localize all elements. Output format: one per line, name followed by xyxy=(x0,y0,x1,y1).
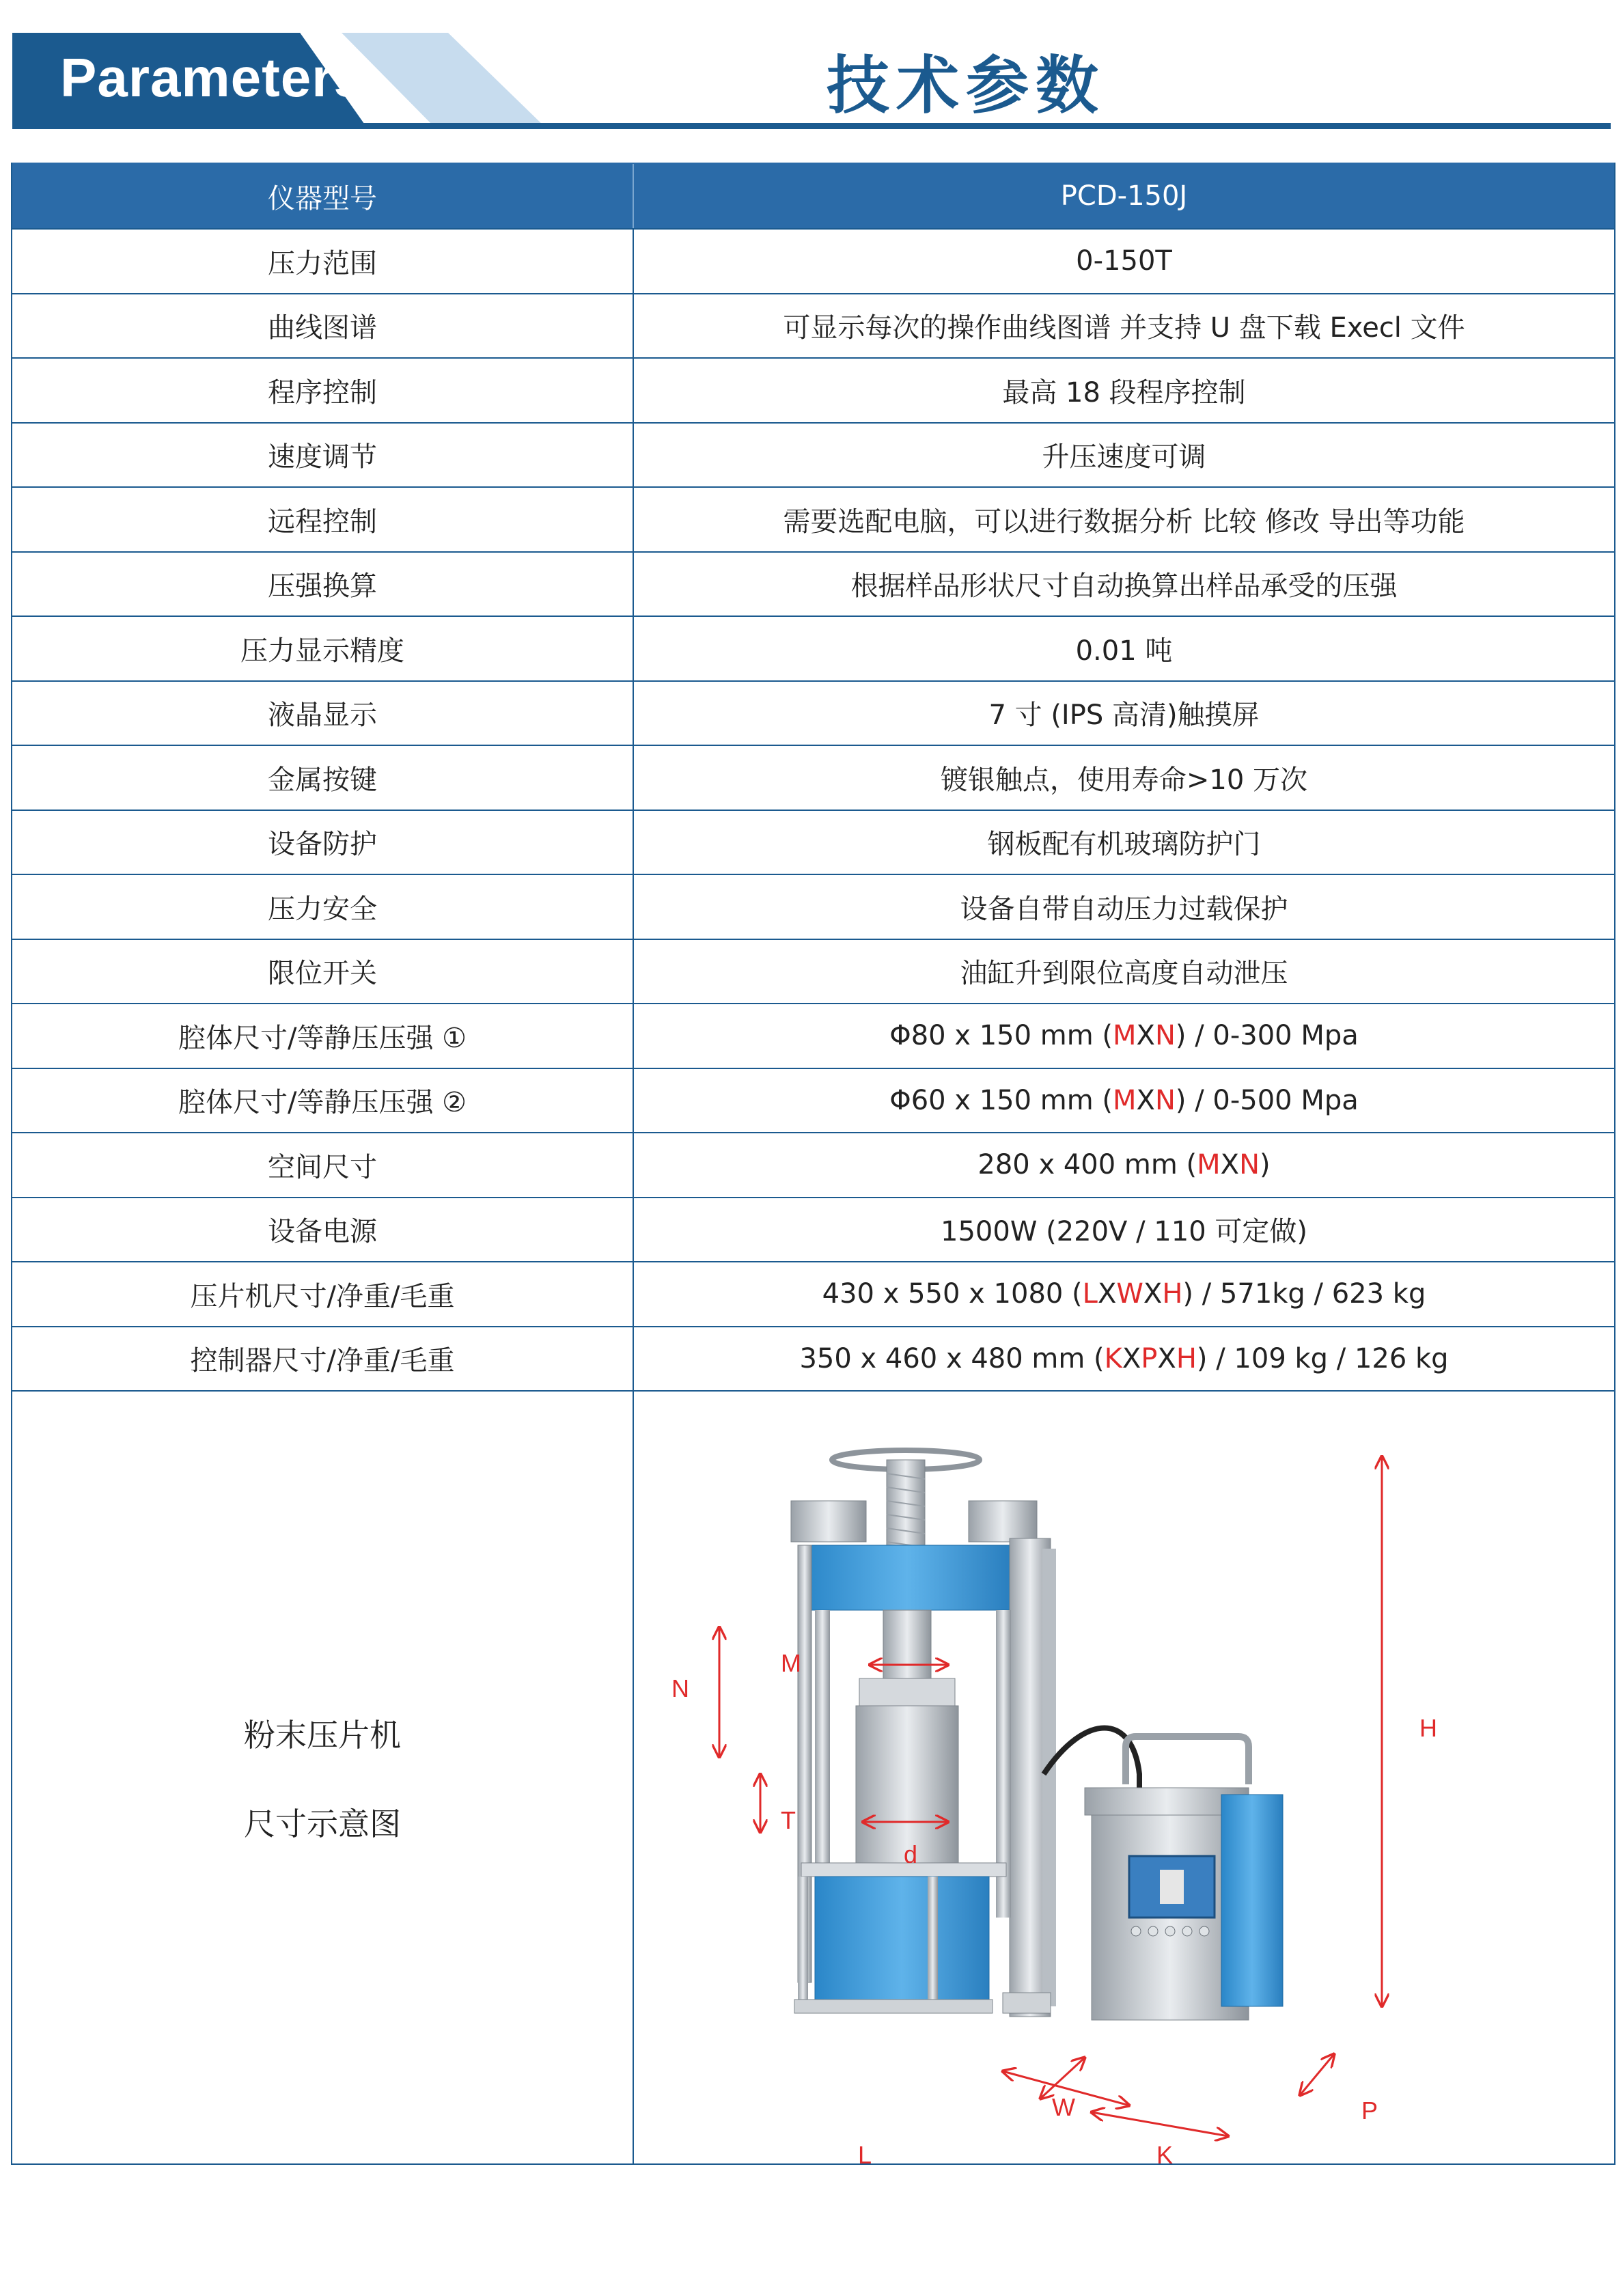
label-K: K xyxy=(1156,2141,1174,2163)
row-label: 腔体尺寸/等静压压强 ① xyxy=(12,1004,634,1068)
row-value: 可显示每次的操作曲线图谱 并支持 U 盘下载 Execl 文件 xyxy=(783,312,1465,344)
row-value: 钢板配有机玻璃防护门 xyxy=(987,829,1261,861)
table-row xyxy=(12,810,1614,874)
controller-unit xyxy=(1085,1737,1283,2020)
table-row xyxy=(12,939,1614,1004)
row-label: 空间尺寸 xyxy=(12,1133,634,1197)
parameters-table xyxy=(11,163,1615,2165)
row-value: Φ60 x 150 mm ( M X N ) / 0-500 Mpa xyxy=(889,1084,1359,1116)
page-header xyxy=(0,0,1623,133)
label-W: W xyxy=(1052,2093,1075,2121)
row-label: 压力安全 xyxy=(12,875,634,939)
press-dimension-diagram xyxy=(634,1392,1613,2163)
table-row-power xyxy=(12,1197,1614,1262)
table-row-diagram xyxy=(12,1390,1614,2163)
arrow-K xyxy=(1092,2112,1228,2136)
row-value: 油缸升到限位高度自动泄压 xyxy=(960,958,1288,990)
row-label: 设备防护 xyxy=(12,811,634,874)
table-header-label: 仪器型号 xyxy=(12,164,634,228)
row-value: 升压速度可调 xyxy=(1042,441,1206,473)
row-label: 压力显示精度 xyxy=(12,617,634,680)
diagram-cell xyxy=(634,1392,1614,2163)
row-label: 压片机尺寸/净重/毛重 xyxy=(12,1262,634,1326)
table-row-cavity-1 xyxy=(12,1003,1614,1068)
row-value: 设备自带自动压力过载保护 xyxy=(960,893,1288,925)
row-value: 镀银触点，使用寿命>10 万次 xyxy=(940,764,1308,796)
row-label: 压强换算 xyxy=(12,553,634,616)
row-value: 根据样品形状尺寸自动换算出样品承受的压强 xyxy=(850,570,1398,603)
header-banner-light xyxy=(342,33,546,128)
label-d: d xyxy=(904,1840,918,1868)
row-value: 1500W (220V / 110 可定做) xyxy=(941,1216,1307,1248)
table-row xyxy=(12,680,1614,745)
table-header-value: PCD-150J xyxy=(1060,180,1188,212)
header-title-cn: 技术参数 xyxy=(827,49,1106,122)
row-value: 7 寸 (IPS 高清)触摸屏 xyxy=(988,700,1260,732)
row-label: 控制器尺寸/净重/毛重 xyxy=(12,1327,634,1391)
header-rule xyxy=(12,123,1611,129)
row-label: 金属按键 xyxy=(12,746,634,810)
label-T: T xyxy=(781,1806,796,1834)
table-row xyxy=(12,874,1614,939)
row-label: 程序控制 xyxy=(12,359,634,422)
label-M: M xyxy=(781,1649,801,1677)
row-value: 0-150T xyxy=(1076,245,1172,277)
row-label: 压力范围 xyxy=(12,230,634,293)
table-row-controller-size xyxy=(12,1326,1614,1391)
header-title-en: Parameters xyxy=(60,47,365,108)
controller-handle xyxy=(1126,1737,1249,1784)
table-row xyxy=(12,422,1614,487)
table-row xyxy=(12,486,1614,551)
diagram-label-line-1: 粉末压片机 xyxy=(244,1717,401,1754)
table-row-space xyxy=(12,1132,1614,1197)
row-value: Φ80 x 150 mm ( M X N ) / 0-300 Mpa xyxy=(889,1020,1359,1052)
table-row xyxy=(12,616,1614,680)
row-value: 430 x 550 x 1080 ( L X W X H ) / 571kg / 623 kg xyxy=(822,1278,1426,1310)
press-machine xyxy=(791,1450,1056,2017)
row-value: 0.01 吨 xyxy=(1075,635,1173,667)
table-header-row xyxy=(12,163,1614,228)
table-row-cavity-2 xyxy=(12,1068,1614,1133)
label-H: H xyxy=(1419,1714,1437,1742)
label-P: P xyxy=(1361,2097,1378,2125)
table-row-press-size xyxy=(12,1261,1614,1326)
diagram-label xyxy=(12,1392,634,2163)
arrow-P xyxy=(1300,2054,1334,2095)
table-row xyxy=(12,357,1614,422)
row-value: 280 x 400 mm ( M X N ) xyxy=(977,1149,1271,1181)
row-value: 需要选配电脑，可以进行数据分析 比较 修改 导出等功能 xyxy=(783,506,1465,538)
row-label: 曲线图谱 xyxy=(12,294,634,358)
table-row xyxy=(12,745,1614,810)
table-row xyxy=(12,293,1614,358)
row-value: 350 x 460 x 480 mm ( K X P X H ) / 109 kg / 126 kg xyxy=(799,1342,1449,1374)
row-label: 速度调节 xyxy=(12,424,634,487)
diagram-label-line-2: 尺寸示意图 xyxy=(244,1806,401,1842)
table-row xyxy=(12,228,1614,293)
label-N: N xyxy=(671,1674,689,1702)
label-L: L xyxy=(858,2141,872,2163)
row-value: 最高 18 段程序控制 xyxy=(1002,376,1246,409)
table-row xyxy=(12,551,1614,616)
row-label: 远程控制 xyxy=(12,488,634,551)
row-label: 液晶显示 xyxy=(12,682,634,745)
row-label: 限位开关 xyxy=(12,940,634,1004)
row-label: 设备电源 xyxy=(12,1198,634,1262)
row-label: 腔体尺寸/等静压压强 ② xyxy=(12,1069,634,1133)
